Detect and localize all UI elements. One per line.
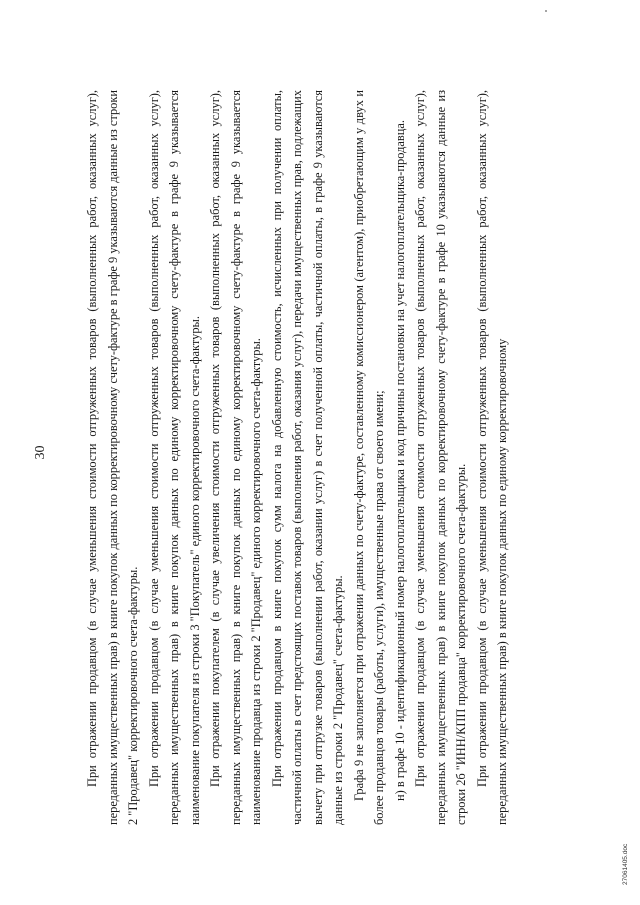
footer-filename: 27061405.doc [622,843,629,885]
paragraph: При отражении продавцом в книге покупок сумм налога на добавленную стоимость, исчисленных при получении оплаты, частичной оплаты в счет предстоящих поставок товаров (выполнения работ, оказания услуг), передачи имущественных прав, подлежащих вычету при отгрузке товаров (выполнении работ, оказании услуг) в счет полученной оплаты, частичной оплаты, в графе 9 указываются данные из строки 2 "Продавец" счета-фактуры. [269,90,345,825]
paragraph: н) в графе 10 - идентификационный номер налогоплательщика и код причины постановки на учет налогоплательщика-продавца. [392,120,407,801]
paragraph: При отражении продавцом (в случае уменьшения стоимости отгруженных товаров (выполненных работ, оказанных услуг), переданных имущественных прав) в книге покупок данных по единому корректировочному [474,90,509,825]
paragraph: При отражении продавцом (в случае уменьшения стоимости отгруженных товаров (выполненных работ, оказанных услуг), переданных имущественных прав) в книге покупок данных по корректировочному счету-фактуре в графе 9 указываются данные из строки 2 "Продавец" корректировочного счета-фактуры. [85,90,140,825]
paragraph: При отражении продавцом (в случае уменьшения стоимости отгруженных товаров (выполненных работ, оказанных услуг), переданных имущественных прав) в книге покупок данных по корректировочному счету-фактуре в графе 10 указываются данные из строки 2б "ИНН/КПП продавца" корректировочного счета-фактуры. [413,90,468,825]
paragraph: При отражении продавцом (в случае уменьшения стоимости отгруженных товаров (выполненных работ, оказанных услуг), переданных имущественных прав) в книге покупок данных по единому корректировочному счету-фактуре в графе 9 указывается наименование покупателя из строки 3 "Покупатель" единого корректировочного счета-фактуры. [146,90,202,825]
body-text [82,90,513,825]
paragraph: При отражении покупателем (в случае увеличения стоимости отгруженных товаров (выполненных работ, оказанных услуг), переданных имущественных прав) в книге покупок данных по единому корректировочному счету-фактуре в графе 9 указывается наименование продавца из строки 2 "Продавец" единого корректировочного счета-фактуры. [208,90,263,825]
page-number: 30 [33,445,48,460]
paragraph: Графа 9 не заполняется при отражении данных по счету-фактуре, составленному комиссионером (агентом), приобретающим у двух и более продавцов товары (работы, услуги), имущественные права от своего имени; [351,90,386,825]
